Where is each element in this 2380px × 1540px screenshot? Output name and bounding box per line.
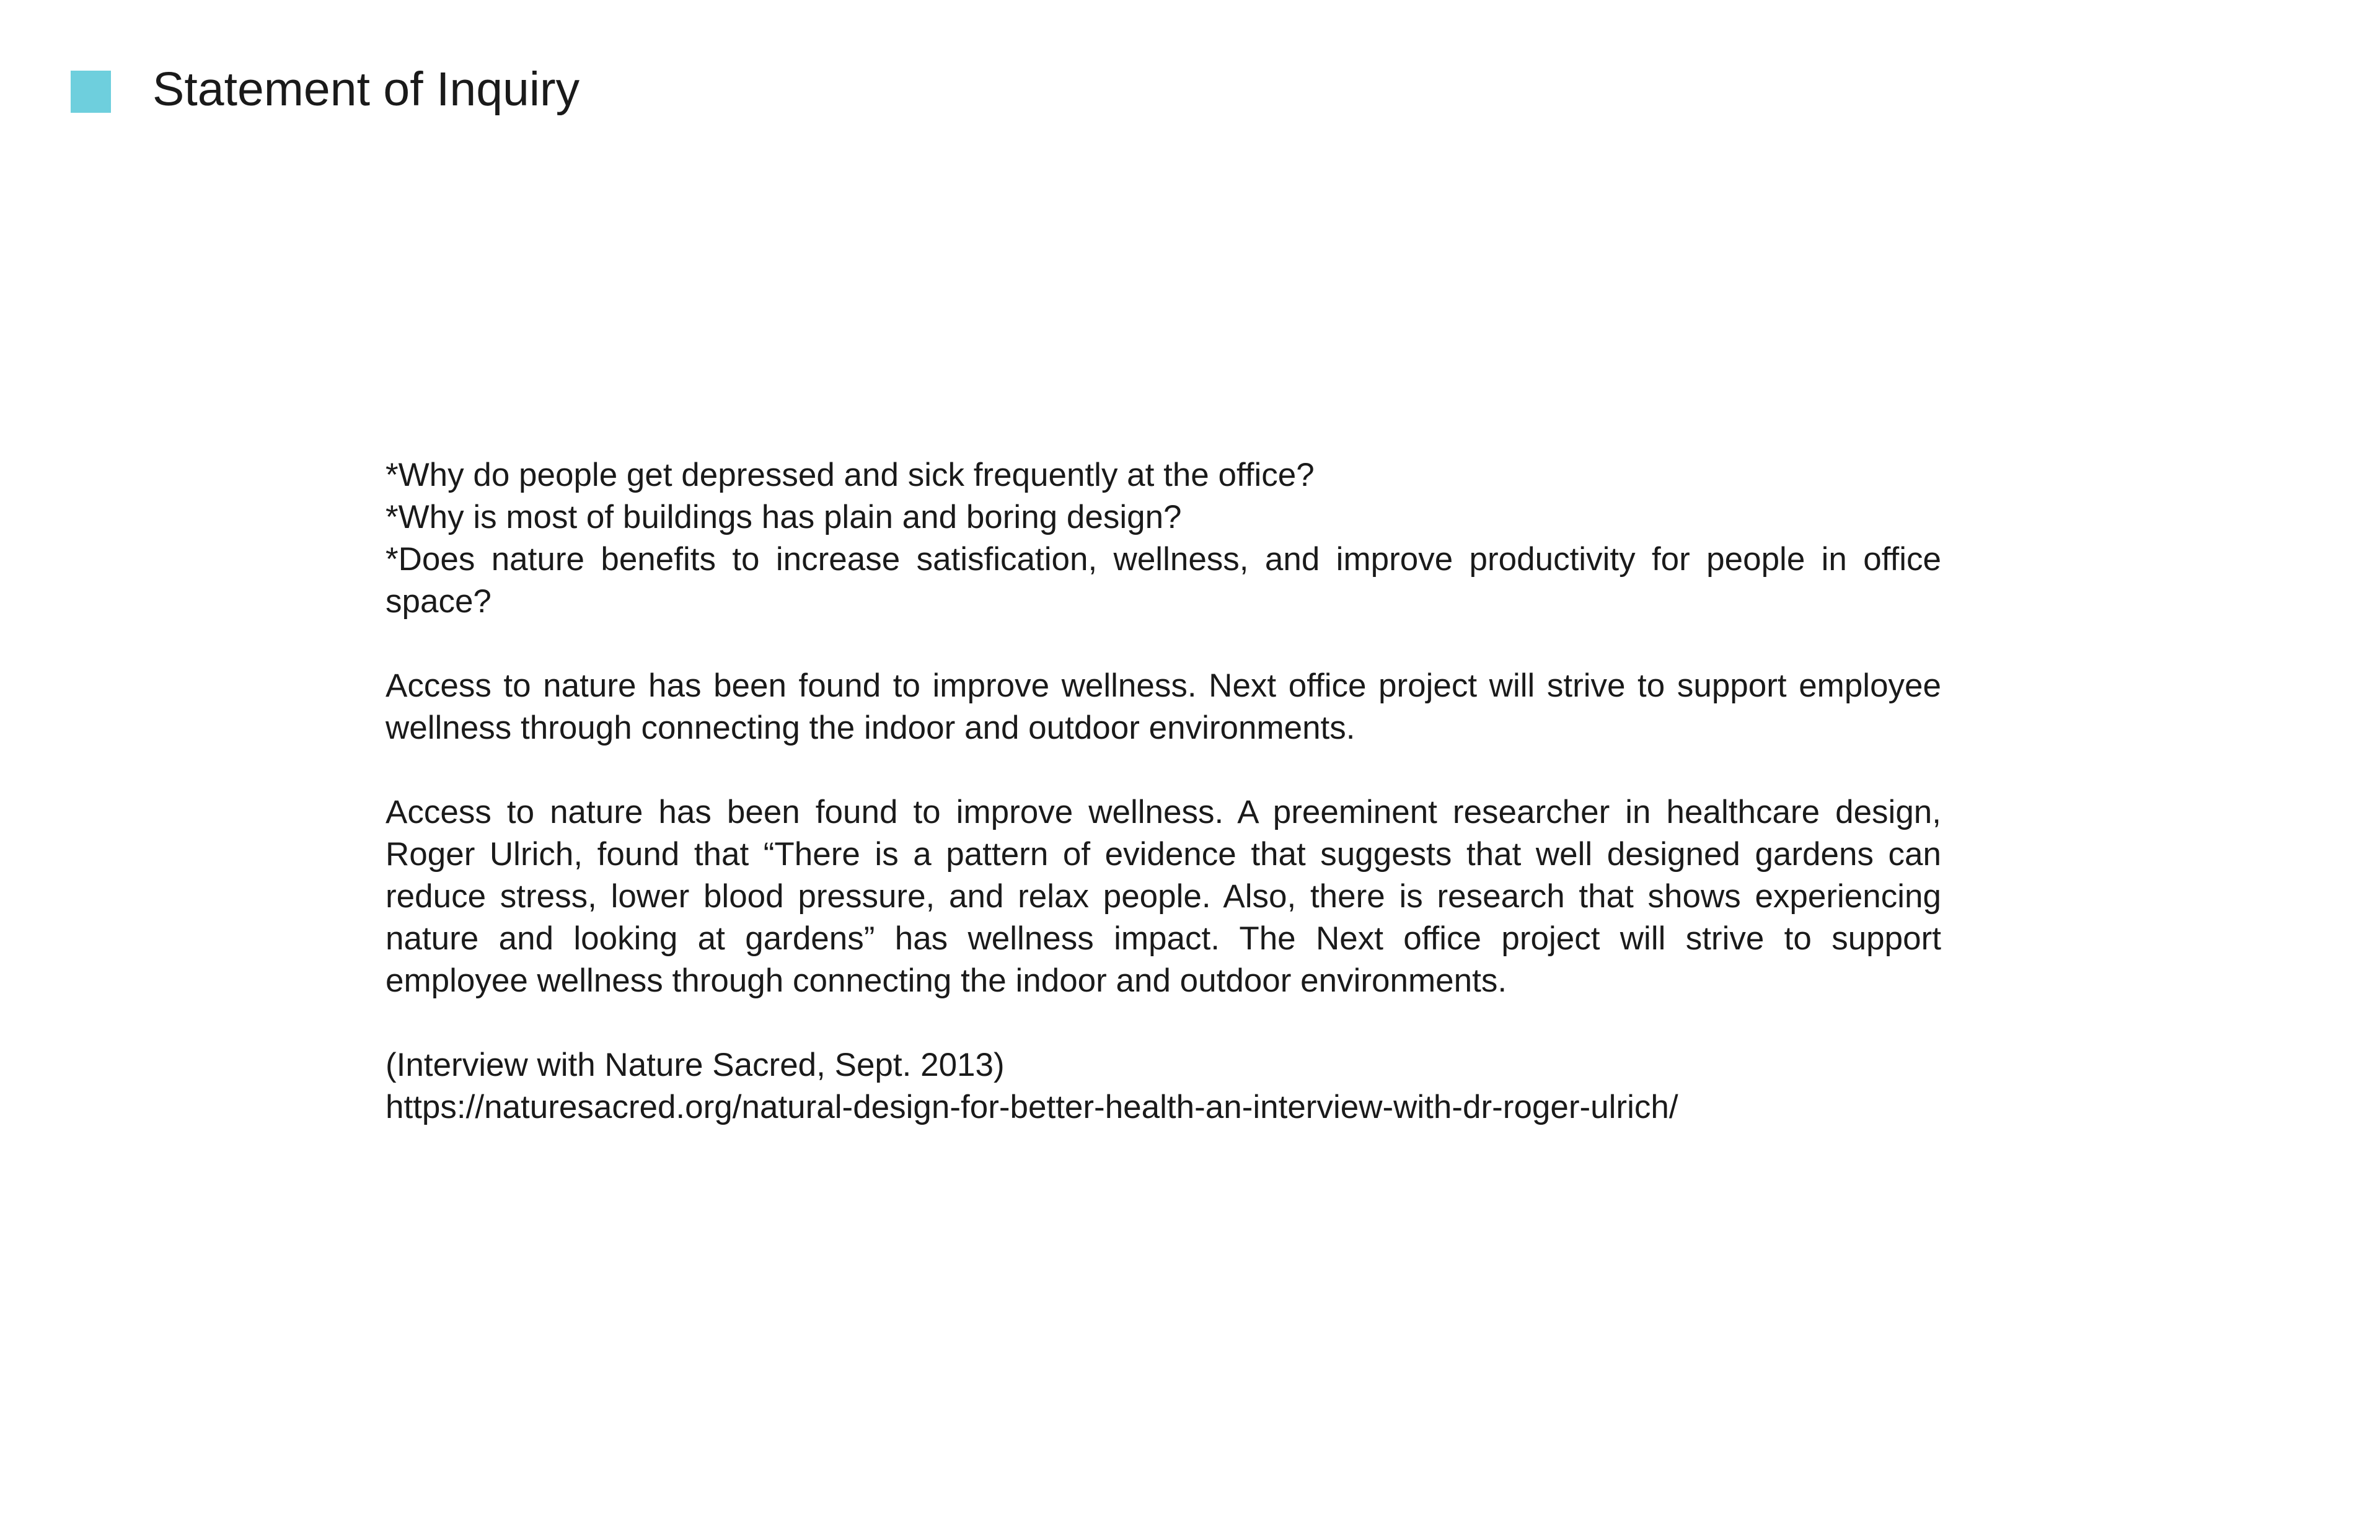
paragraph-spacer [386,623,1941,665]
question-2: *Why is most of buildings has plain and boring design? [386,499,1182,535]
citation-source: (Interview with Nature Sacred, Sept. 2013) [386,1047,1005,1083]
paragraph-2 [386,791,1941,1002]
paragraph-2-line-1: Access to nature has been found to improve wellness. A preeminent researcher in healthcare design, [386,794,1941,830]
paragraph-1-line-2: wellness through connecting the indoor and outdoor environments. [386,710,1355,746]
title-accent-square [71,71,111,113]
paragraph-2-line-3: reduce stress, lower blood pressure, and relax people. Also, there is research that shows experiencing [386,878,1941,915]
paragraph-spacer [386,1002,1941,1044]
question-3-line-2: space? [386,583,491,620]
citation-url[interactable]: https://naturesacred.org/natural-design-for-better-health-an-interview-with-dr-roger-ulrich/ [386,1089,1678,1125]
paragraph-1-line-1: Access to nature has been found to improve wellness. Next office project will strive to support employee [386,667,1941,704]
body-text [386,454,1941,1129]
citation-block [386,1044,1941,1129]
question-3-line-1: *Does nature benefits to increase satisfication, wellness, and improve productivity for people in office [386,541,1941,578]
questions-block [386,454,1941,623]
paragraph-2-line-2: Roger Ulrich, found that “There is a pattern of evidence that suggests that well designed gardens can [386,836,1941,873]
question-1: *Why do people get depressed and sick frequently at the office? [386,457,1315,493]
paragraph-2-line-4: nature and looking at gardens” has wellness impact. The Next office project will strive to support [386,920,1941,957]
paragraph-1 [386,665,1941,749]
paragraph-spacer [386,749,1941,791]
paragraph-2-line-5: employee wellness through connecting the indoor and outdoor environments. [386,962,1507,999]
page-title: Statement of Inquiry [152,63,580,116]
